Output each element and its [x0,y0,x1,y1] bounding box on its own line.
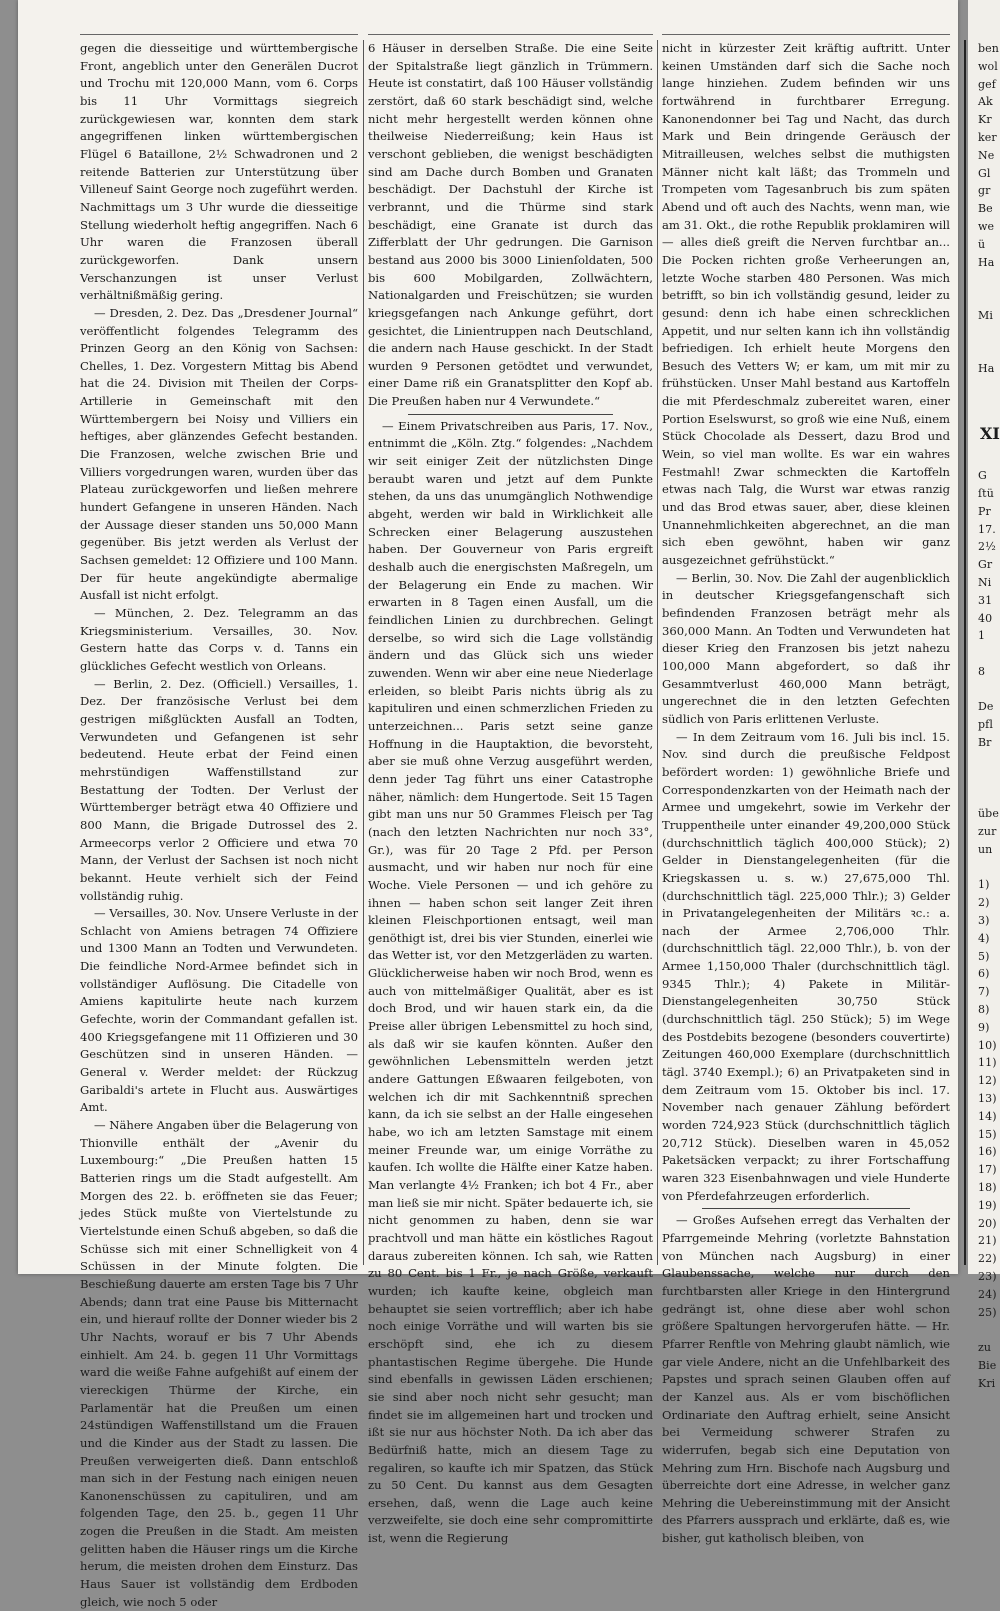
article-separator [408,414,613,415]
next-page-fragment: 23) [978,1269,997,1283]
next-page-fragment: 9) [978,1020,990,1034]
next-page-fragment: 22) [978,1252,997,1266]
next-page-fragment: gef [978,77,996,91]
next-page-fragment: Gl [978,166,991,180]
next-page-fragment: 31 [978,593,993,607]
next-page-fragment: zur [978,825,997,839]
next-page-fragment: 14) [978,1109,997,1123]
next-page-fragment [968,645,1000,663]
next-page-fragment [968,859,1000,877]
next-page-fragment: De [978,700,994,714]
column-top-rule [368,34,653,35]
next-page-fragment: 19) [978,1198,997,1212]
next-page-fragment: 4) [978,931,990,945]
next-page-fragments [968,0,1000,1393]
next-page-fragment: Ak [978,95,993,109]
next-page-fragment: Pr [978,504,991,518]
next-page-fragment [968,752,1000,770]
next-page-fragment: 1 [978,629,986,643]
column-1 [80,40,358,1609]
next-page-fragment: pfl [978,718,993,732]
column-top-rule [80,34,358,35]
next-page-fragment [968,770,1000,788]
next-page-fragment: übe [978,807,999,821]
next-page-fragment: Ha [978,362,995,376]
next-page-fragment: 24) [978,1287,997,1301]
article-paragraph: — In dem Zeitraum vom 16. Juli bis incl. 15. Nov. sind durch die preußische Feldpost befördert worden: 1) gewöhnliche Briefe und Correspondenzkarten von der Heimath nach der Armee und umgekehrt, sowie im Verkehr der Truppentheile unter einander 49,200,000 Stück (durchschnittlich täglich 400,000 Stück); 2) Gelder in Dienstangelegenheiten (für die Kriegskassen u. s. w.) 27,675,000 Thl. (durchschnittlich tägl. 225,000 Thlr.); 3) Gelder in Privatangelegenheiten der Militärs ꝛc.: a. nach der Armee 2,706,000 Thlr. (durchschnittlich tägl. 22,000 Thlr.), b. von der Armee 1,150,000 Thaler (durchschnittlich tägl. 9345 Thlr.); 4) Pakete in Militär-Dienstangelegenheiten 30,750 Stück (durchschnittlich tägl. 250 Stück); 5) im Wege des Postdebits bezogene (besonders couvertirte) Zeitungen 460,000 Exemplare (durchschnittlich tägl. 3740 Exempl.); 6) an Privatpaketen sind in dem Zeitraum vom 15. Oktober bis incl. 17. November nach genauer Zählung befördert worden 724,923 Stück (durchschnittlich täglich 20,712 Stück). Dieselben waren in 45,052 Paketsäcken verpackt; zu ihrer Fortschaffung waren 323 Eisenbahnwagen und viele Hunderte von Pferdefahrzeugen erforderlich. [662,729,950,1203]
next-page-fragment: 7) [978,985,990,999]
article-paragraph: 6 Häuser in derselben Straße. Die eine Seite der Spitalstraße liegt gänzlich in Trümmern. Heute ist constatirt, daß 100 Häuser vollständig zerstört, daß 60 stark beschädigt sind, welche nicht mehr hergestellt werden können ohne theilweise Niederreißung; kein Haus ist verschont geblieben, die wenigst beschädigten sind am Dache durch Bomben und Granaten beschädigt. Der Dachstuhl der Kirche ist verbrannt, und die Thürme sind stark beschädigt, eine Granate ist durch das Zifferblatt der Uhr gedrungen. Die Garnison bestand aus 2000 bis 3000 Linienſoldaten, 500 bis 600 Mobilgarden, Zollwächtern, Nationalgarden und Freischützen; sie wurden kriegsgefangen nach Ankunge geführt, dort gesichtet, die Linientruppen nach Deutschland, die andern nach Hause geschickt. In der Stadt wurden 9 Personen getödtet und verwundet, einer Dame riß ein Granatsplitter den Kopf ab. Die Preußen haben nur 4 Verwundete.“ [368,41,653,409]
next-page-fragment: 18) [978,1181,997,1194]
article-paragraph: — Dresden, 2. Dez. Das „Dresdener Journal“ veröffentlicht folgendes Telegramm des Prinzen Georg an den König von Sachsen: Chelles, 1. Dez. Vorgestern Mittag bis Abend hat die 24. Division mit Theilen der Corps-Artillerie in Gemeinschaft mit den Württembergern bei Noisy und Villiers ein heftiges, aber glänzendes Gefecht bestanden. Die Franzosen, welche zwischen Brie und Villiers vorgedrungen waren, wurden über das Plateau zurückgeworfen und ließen mehrere hundert Gefangene in unseren Händen. Nach der Aussage dieser standen uns 50,000 Mann gegenüber. Bis jetzt werden als Verlust der Sachsen gemeldet: 12 Offiziere und 100 Mann. Der für heute angekündigte abermalige Ausfall ist nicht erfolgt. [80,305,358,603]
next-page-fragment [968,378,1000,396]
article-paragraph: — Versailles, 30. Nov. Unsere Verluste in der Schlacht von Amiens betragen 74 Offiziere und 1300 Mann an Todten und Verwundeten. Die feindliche Nord-Armee befindet sich in vollständiger Auflösung. Die Citadelle von Amiens kapitulirte heute nach kurzem Gefechte, worin der Commandant gefallen ist. 400 Kriegsgefangene mit 11 Offizieren und 30 Geschützen sind in unseren Händen. — General v. Werder meldet: der Rückzug Garibaldi's artete in Flucht aus. Auswärtiges Amt. [80,906,358,1115]
next-page-fragment: gr [978,184,991,198]
next-page-fragment: 8) [978,1003,990,1017]
column-divider [657,40,658,1265]
next-page-fragment: ben [978,42,999,55]
article-paragraph: — Berlin, 30. Nov. Die Zahl der augenblicklich in deutscher Kriegsgefangenschaft sich befindenden Franzosen beträgt mehr als 360,000 Mann. An Todten und Verwundeten hat dieser Krieg den Franzosen bis jetzt nahezu 100,000 Mann abgefordert, so daß ihr Gesammtverlust 460,000 Mann beträgt, ungerechnet die in den letzten Gefechten südlich von Paris erlittenen Verluste. [662,570,950,726]
next-page-fragment: un [978,842,993,856]
article-separator [702,1208,910,1209]
column-2 [368,40,653,1546]
next-page-fragment [968,681,1000,699]
next-page-fragment [968,787,1000,805]
next-page-fragment: 15) [978,1127,997,1141]
next-page-fragment: Be [978,202,993,216]
next-page-fragment: Ni [978,575,992,589]
next-page-fragment: 25) [978,1305,997,1319]
page-edge-divider [964,40,966,1265]
next-page-fragment: G [978,469,987,483]
next-page-fragment [968,396,1000,414]
next-page-fragment: 13) [978,1092,997,1106]
next-page-fragment: 2) [978,896,990,910]
next-page-fragment: wol [978,59,998,73]
next-page-fragment: Kri [978,1376,996,1390]
column-3 [662,40,950,1546]
next-page-fragment: ker [978,130,997,144]
article-paragraph: — München, 2. Dez. Telegramm an das Kriegsministerium. Versailles, 30. Nov. Gestern hatte das Corps v. d. Tanns ein glückliches Gefecht westlich von Orleans. [80,606,358,673]
next-page-fragment: 16) [978,1145,997,1159]
article-paragraph: nicht in kürzester Zeit kräftig auftritt. Unter keinen Umständen darf sich die Sache noch lange hinziehen. Zudem befinden wir uns fortwährend in furchtbarer Erregung. Kanonendonner bei Tag und Nacht, das durch Mark und Bein dringende Geräusch der Mitrailleusen, welches selbst die muthigsten Männer nicht kalt läßt; das Trommeln und Trompeten vom Tagesanbruch bis zum späten Abend und oft auch des Nachts, wenn man, wie am 31. Okt., die rothe Republik proklamiren will — alles dieß greift die Nerven furchtbar an... Die Pocken richten große Verheerungen an, letzte Woche starben 480 Personen. Was mich betrifft, so bin ich vollständig gesund, leider zu gesund: denn ich habe einen schrecklichen Appetit, und nur selten kann ich ihn vollständig befriedigen. Ich erhielt heute Morgens den Besuch des Vetters W; er kam, um mit mir zu frühstücken. Unser Mahl bestand aus Kartoffeln die mit Pferdeschmalz zubereitet waren, einer Portion Eselswurst, so groß wie eine Nuß, einem Stück Chocolade als Dessert, dazu Brod und Wein, so viel man wollte. Es war ein wahres Festmahl! Zwar schmeckten die Kartoffeln etwas nach Talg, die Wurst war etwas ranzig und das Brod etwas sauer, aber, diese kleinen Unannehmlichkeiten abgerechnet, an die man sich eben gewöhnt, haben wir ganz ausgezeichnet gefrühstückt.“ [662,41,950,568]
next-page-fragment: Br [978,736,992,750]
next-page-fragment: 21) [978,1234,997,1248]
next-page-fragment: 17. [978,522,996,536]
next-page-fragment: 5) [978,949,990,963]
next-page-fragment: Ne [978,148,995,162]
next-page-fragment: ſtü [978,486,994,500]
article-paragraph: — Großes Aufsehen erregt das Verhalten der Pfarrgemeinde Mehring (vorletzte Bahnstation von München nach Augsburg) in einer Glaubenssache, welche nur durch den furchtbarsten aller Kriege in den Hintergrund gedrängt ist, ohne diese aber wohl schon größere Spaltungen hervorgerufen hätte. — Hr. Pfarrer Renftle von Mehring glaubt nämlich, wie gar viele Andere, nicht an die Unfehlbarkeit des Papstes und sprach seinen Glauben offen auf der Kanzel aus. Als er vom bischöflichen Ordinariate den Auftrag erhielt, seine Ansicht bei Vermeidung schwerer Strafen zu widerrufen, begab sich eine Deputation von Mehring zum Hrn. Bischofe nach Augsburg und überreichte dort eine Adresse, in welcher ganz Mehring die Uebereinstimmung mit der Ansicht des Pfarrers aussprach und erklärte, daß es, wie bisher, gut katholisch bleiben, von [662,1213,950,1546]
next-page-fragment: zu [978,1341,992,1355]
article-paragraph: — Berlin, 2. Dez. (Officiell.) Versailles, 1. Dez. Der französische Verlust bei dem gestrigen mißglückten Ausfall an Todten, Verwundeten und Gefangenen ist sehr bedeutend. Heute erbat der Feind einen mehrstündigen Waffenstillstand zur Bestattung der Todten. Der Verlust der Württemberger beträgt etwa 40 Offiziere und 800 Mann, die Brigade Dutrossel des 2. Armeecorps verlor 2 Officiere und etwa 70 Mann, der Verlust der Sachsen ist noch nicht bekannt. Heute verhielt sich der Feind vollständig ruhig. [80,676,358,903]
column-divider [363,40,364,1265]
next-page-fragment: 10) [978,1038,997,1052]
next-page-fragment [968,343,1000,361]
next-page-fragment: Bie [978,1358,997,1372]
column-top-rule [662,34,950,35]
article-paragraph: — Einem Privatschreiben aus Paris, 17. Nov., entnimmt die „Köln. Ztg.“ folgendes: „Nachdem wir seit einiger Zeit der nützlichsten Dinge beraubt waren und jetzt auf dem Punkte stehen, da uns das unumgänglich Nothwendige abgeht, werden wir bald in Wirklichkeit alle Schrecken einer Belagerung auszustehen haben. Der Gouverneur von Paris ergreift deshalb auch die energischsten Maßregeln, um der Belagerung ein Ende zu machen. Wir erwarten in 8 Tagen einen Ausfall, um die feindlichen Linien zu durchbrechen. Gelingt derselbe, so wird sich die Lage vollständig ändern und das Glück sich uns wieder zuwenden. Wenn wir aber eine neue Niederlage erleiden, so bleibt Paris nichts übrig als zu kapituliren und einen schmerzlichen Frieden zu unterzeichnen... Paris setzt seine ganze Hoffnung in die Hauptaktion, die bevorsteht, aber sie muß ohne Verzug ausgeführt werden, denn jeder Tag führt uns einer Catastrophe näher, nämlich: dem Hungertode. Seit 15 Tagen gibt man uns nur 50 Grammes Fleisch per Tag (nach den letzten Nachrichten nur noch 33°, Gr.), was für 20 Tage 2 Pfd. per Person ausmacht, und wir haben nur noch für eine Woche. Viele Personen — und ich gehöre zu ihnen — haben schon seit langer Zeit ihren kleinen Fleischportionen entsagt, weil man genöthigt ist, drei bis vier Stunden, einerlei wie das Wetter ist, vor den Metzgerläden zu warten. Glücklicherweise haben wir noch Brod, wenn es auch von mittelmäßiger Qualität, aber es ist doch Brod, und wir hauen stark ein, da die Preise aller übrigen Lebensmittel zu hoch sind, als daß wir sie kaufen könnten. Außer den gewöhnlichen Lebensmitteln werden jetzt andere Gattungen Eßwaaren feilgeboten, von welchen ich dir mit Sachkenntniß sprechen kann, da ich sie selbst an der Halle eingesehen habe, wo ich am letzten Samstage mit einem meiner Freunde war, um einige Vorräthe zu kaufen. Ich wollte die Hälfte einer Katze haben. Man verlangte 4½ Franken; ich bot 4 Fr., aber man ließ sie mir nicht. Später bedauerte ich, sie nicht genommen zu haben, denn sie war prachtvoll und man hätte ein köstliches Ragout daraus zubereiten können. Ich sah, wie Ratten zu 80 Cent. bis 1 Fr., je nach Größe, verkauft wurden; ich kaufte keine, obgleich man behauptet sie seien vortrefflich; aber ich habe noch einige Vorräthe und will warten bis sie erschöpft sind, ehe ich zu diesem phantastischen Regime übergehe. Die Hunde sind ebenfalls in gewissen Läden erschienen; sie sind aber noch nicht sehr gesucht; man findet sie im allgemeinen hart und trocken und ißt sie nur aus höchster Noth. Da ich aber das Bedürfniß hatte, mich an diesem Tage zu regaliren, so kaufte ich mir Spatzen, das Stück zu 50 Cent. Du kannst aus dem Gesagten ersehen, daß, wenn die Lage auch keine verzweifelte, sie doch eine sehr compromittirte ist, wenn die Regierung [368,418,653,1546]
next-page-fragment: Ha [978,255,995,269]
next-page-fragment: 8 [978,664,986,678]
next-page-fragment: Mi [978,308,993,322]
next-page-fragment [968,271,1000,289]
next-page-fragment [968,325,1000,343]
next-page-fragment: 1) [978,878,990,892]
article-paragraph: gegen die diesseitige und württembergische Front, angeblich unter den Generälen Ducrot und Trochu mit 120,000 Mann, vom 6. Corps bis 11 Uhr Vormittags siegreich zurückgewiesen war, konnten dem stark angegriffenen linken württembergischen Flügel 6 Bataillone, 2½ Schwadronen und 2 reitende Batterien zur Unterstützung über Villeneuf Saint George noch zugeführt werden. Nachmittags um 3 Uhr wurde die diesseitige Stellung wiederholt heftig angegriffen. Nach 6 Uhr waren die Franzosen überall zurückgeworfen. Dank unsern Verschanzungen ist unser Verlust verhältnißmäßig gering. [80,41,358,303]
next-page-fragment: ü [978,237,986,251]
next-page-fragment: Kr [978,113,992,127]
next-page-fragment: 2½ [978,540,996,554]
next-page-fragment: 11) [978,1056,997,1070]
next-page-edge [968,0,1000,1390]
next-page-fragment [968,289,1000,307]
next-page-fragment: we [978,219,995,233]
next-page-fragment: 40 [978,611,993,625]
next-page-fragment: 20) [978,1216,997,1230]
next-page-fragment: 17) [978,1163,997,1177]
next-page-fragment: Gr [978,558,993,572]
next-page-fragment [968,449,1000,467]
next-page-fragment: 12) [978,1074,997,1088]
next-page-fragment: 3) [978,914,990,928]
article-paragraph: — Nähere Angaben über die Belagerung von Thionville enthält der „Avenir du Luxembourg:“ „Die Preußen hatten 15 Batterien rings um die Stadt aufgestellt. Am Morgen des 22. b. eröffneten sie das Feuer; jedes Stück mußte von Viertelstunde zu Viertelstunde einen Schuß abgeben, so daß die Schüsse sich mit einer Schnelligkeit von 4 Schüssen in der Minute folgten. Die Beschießung dauerte am ersten Tage bis 7 Uhr Abends; dann trat eine Pause bis Mitternacht ein, und hierauf rollte der Donner wieder bis 2 Uhr Nachts, worauf er bis 7 Uhr Abends einhielt. Am 24. b. gegen 11 Uhr Vormittags ward die weiße Fahne aufgehißt auf einem der viereckigen Thürme der Kirche, ein Parlamentär hat die Preußen um einen 24stündigen Waffenstillstand um die Frauen und die Kinder aus der Stadt zu lassen. Die Preußen verweigerten dieß. Dann entschloß man sich in der Festung nach einigen neuen Kanonenschüssen zu capituliren, und am folgenden Tage, den 25. b., gegen 11 Uhr zogen die Preußen in die Stadt. Am meisten gelitten haben die Häuser rings um die Kirche herum, die meisten drohen dem Einsturz. Das Haus Sauer ist vollständig dem Erdboden gleich, wie noch 5 oder [80,1118,358,1609]
next-page-heading: XI [980,424,1000,443]
next-page-fragment [968,1321,1000,1339]
next-page-fragment: 6) [978,967,990,981]
